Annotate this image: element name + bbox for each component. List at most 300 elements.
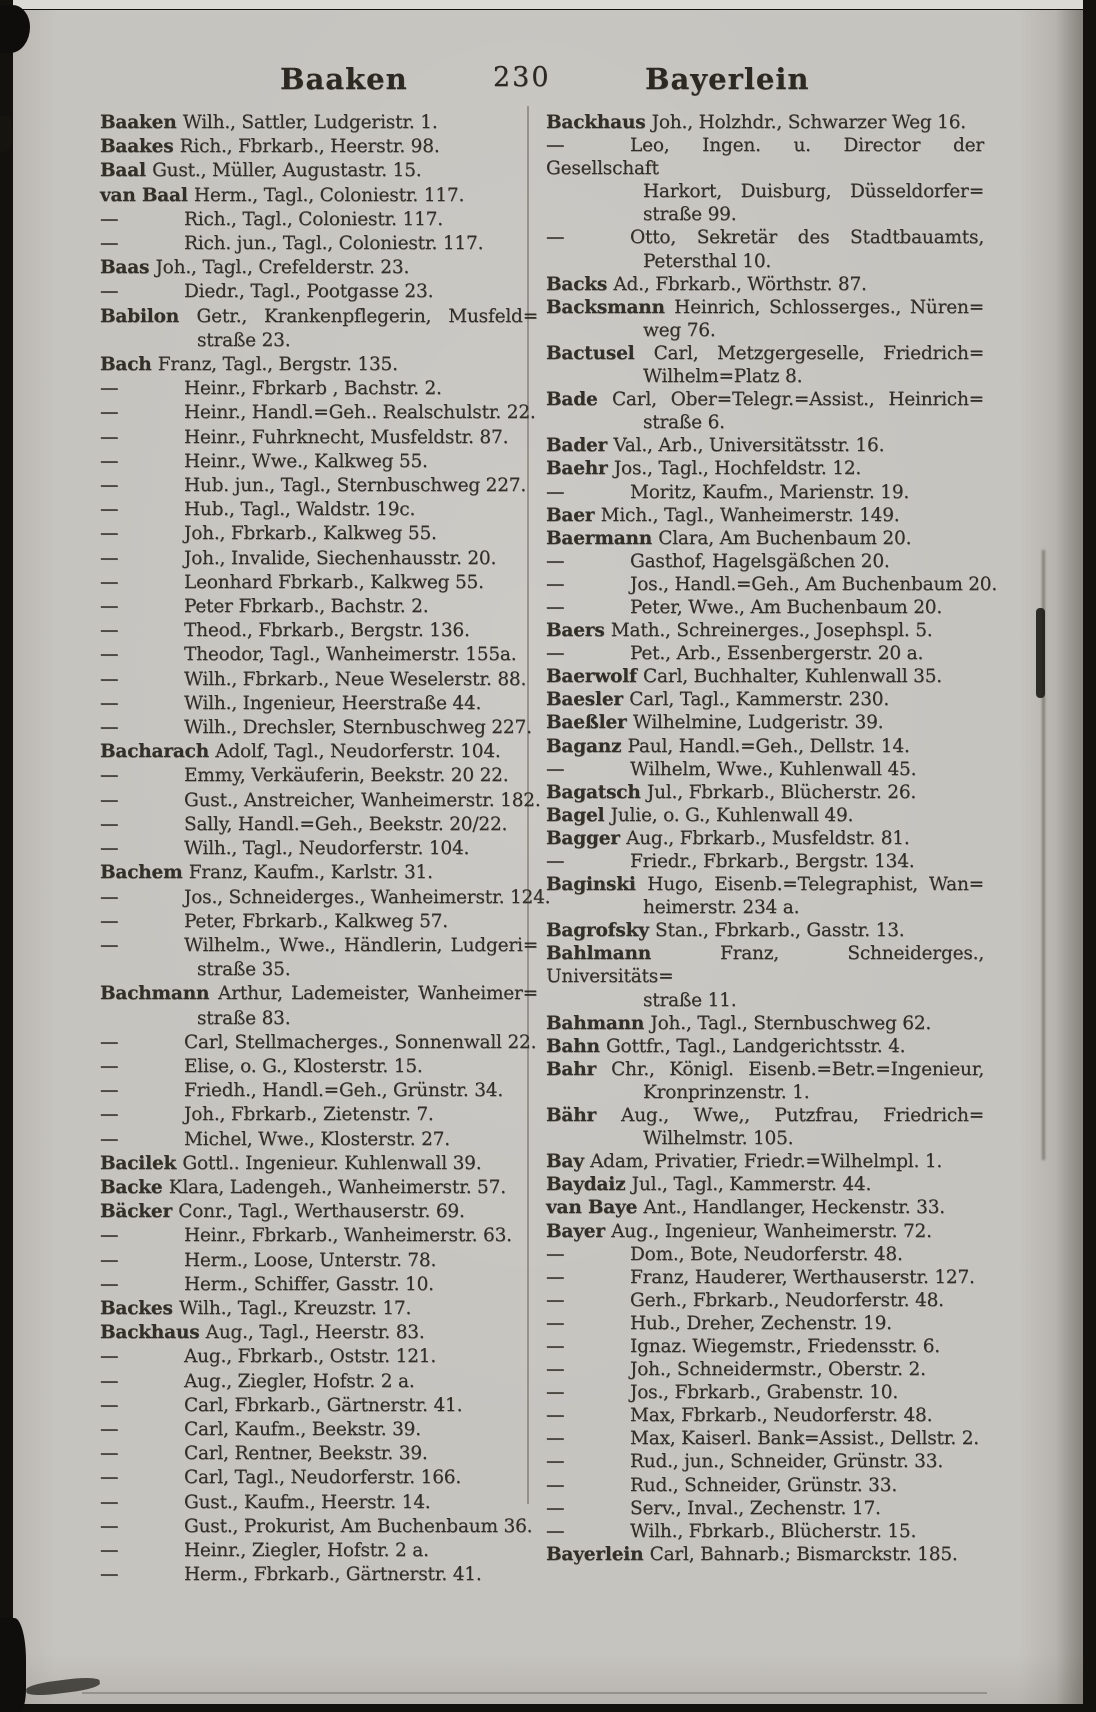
ditto-dash: — bbox=[100, 1031, 119, 1053]
ditto-dash: — bbox=[546, 596, 565, 618]
directory-entry bbox=[100, 619, 538, 643]
surname: Bahmann bbox=[546, 1012, 651, 1034]
entry-line-continuation: straße 6. bbox=[643, 412, 725, 434]
surname: Baesler bbox=[546, 689, 630, 711]
directory-entry bbox=[100, 1370, 538, 1394]
directory-entry bbox=[546, 1427, 984, 1450]
entry-text: Joh., Tagl., Sternbuschweg 62. bbox=[650, 1012, 932, 1034]
entry-line bbox=[100, 1152, 538, 1176]
directory-entry bbox=[546, 273, 984, 296]
entry-text: Rich., Fbrkarb., Heerstr. 98. bbox=[179, 136, 440, 158]
entry-text: Elise, o. G., Klosterstr. 15. bbox=[184, 1055, 423, 1077]
scan-blemish-right bbox=[1036, 608, 1045, 698]
entry-text: Ant., Handlanger, Heckenstr. 33. bbox=[643, 1197, 945, 1219]
entry-text: Wilh., Fbrkarb., Neue Weselerstr. 88. bbox=[184, 668, 527, 690]
surname: Bacilek bbox=[100, 1152, 183, 1174]
ditto-dash: — bbox=[100, 813, 119, 835]
ditto-dash: — bbox=[100, 789, 119, 811]
scan-edge-top bbox=[13, 0, 1083, 9]
entry-line bbox=[100, 256, 538, 280]
directory-entry bbox=[546, 296, 984, 342]
ditto-dash: — bbox=[546, 550, 565, 572]
entry-line bbox=[546, 342, 984, 365]
entry-line bbox=[100, 861, 538, 885]
directory-entry bbox=[100, 886, 551, 910]
entry-line bbox=[100, 1563, 538, 1587]
entry-text: Gust., Prokurist, Am Buchenbaum 36. bbox=[184, 1515, 533, 1537]
ditto-dash: — bbox=[546, 643, 565, 665]
ditto-dash: — bbox=[100, 233, 119, 255]
entry-text: Michel, Wwe., Klosterstr. 27. bbox=[184, 1128, 450, 1150]
surname: Baermann bbox=[546, 527, 659, 549]
directory-entry bbox=[546, 1266, 984, 1289]
entry-text: Serv., Inval., Zechenstr. 17. bbox=[630, 1497, 881, 1519]
entry-text: Heinr., Wwe., Kalkweg 55. bbox=[184, 450, 428, 472]
entry-line bbox=[546, 1243, 984, 1266]
surname: Backes bbox=[100, 1297, 179, 1319]
ditto-dash: — bbox=[100, 668, 119, 690]
entry-text: Hub., Dreher, Zechenstr. 19. bbox=[630, 1312, 892, 1334]
directory-entry bbox=[100, 571, 538, 595]
directory-entry bbox=[546, 1450, 984, 1473]
entry-text: Herm., Loose, Unterstr. 78. bbox=[184, 1249, 437, 1271]
entry-text: Wilh., Fbrkarb., Blücherstr. 15. bbox=[630, 1520, 917, 1542]
ditto-dash: — bbox=[546, 1497, 565, 1519]
entry-text: Julie, o. G., Kuhlenwall 49. bbox=[610, 804, 854, 826]
entry-text: Franz, Schneiderges., Universitäts= bbox=[546, 943, 984, 988]
ditto-dash: — bbox=[100, 620, 119, 642]
entry-line bbox=[546, 781, 984, 804]
entry-text: Aug., Ingenieur, Wanheimerstr. 72. bbox=[611, 1220, 932, 1242]
ditto-dash: — bbox=[100, 1273, 119, 1295]
directory-entry bbox=[546, 342, 984, 388]
ditto-dash: — bbox=[100, 910, 119, 932]
entry-line bbox=[546, 388, 984, 411]
entry-text: Heinrich, Schlosserges., Nüren= bbox=[674, 296, 984, 318]
ditto-dash: — bbox=[100, 426, 119, 448]
directory-entry bbox=[100, 668, 538, 692]
ditto-dash: — bbox=[100, 1370, 119, 1392]
entry-text: Heinr., Fbrkarb , Bachstr. 2. bbox=[184, 378, 442, 400]
entry-line-continuation: straße 35. bbox=[197, 959, 291, 981]
surname: Bahn bbox=[546, 1035, 606, 1057]
entry-text: Diedr., Tagl., Pootgasse 23. bbox=[184, 281, 434, 303]
entry-text: Max, Fbrkarb., Neudorferstr. 48. bbox=[630, 1405, 933, 1427]
ditto-dash: — bbox=[100, 1346, 119, 1368]
directory-entry bbox=[546, 1104, 984, 1150]
entry-text: Paul, Handl.=Geh., Dellstr. 14. bbox=[627, 735, 910, 757]
entry-text: Herm., Fbrkarb., Gärtnerstr. 41. bbox=[184, 1564, 482, 1586]
directory-entry bbox=[100, 934, 538, 982]
directory-entry bbox=[100, 547, 538, 571]
ditto-dash: — bbox=[546, 1335, 565, 1357]
entry-line bbox=[546, 134, 984, 180]
directory-entry bbox=[100, 305, 538, 353]
entry-text: Rich., Tagl., Coloniestr. 117. bbox=[184, 208, 443, 230]
entry-text: Heinr., Fbrkarb., Wanheimerstr. 63. bbox=[184, 1225, 512, 1247]
entry-line bbox=[100, 208, 538, 232]
directory-entry bbox=[100, 1079, 538, 1103]
directory-entry bbox=[100, 1249, 538, 1273]
entry-text: Wilhelm, Wwe., Kuhlenwall 45. bbox=[630, 758, 917, 780]
entry-text: Jul., Fbrkarb., Blücherstr. 26. bbox=[646, 781, 917, 803]
ditto-dash: — bbox=[546, 1474, 565, 1496]
directory-entry bbox=[546, 1520, 984, 1543]
directory-entry bbox=[546, 1474, 984, 1497]
ditto-dash: — bbox=[100, 692, 119, 714]
surname: Bahlmann bbox=[546, 943, 720, 965]
entry-line bbox=[100, 1176, 538, 1200]
entry-line-continuation: straße 99. bbox=[643, 204, 737, 226]
entry-line bbox=[100, 934, 538, 958]
directory-entry bbox=[546, 619, 984, 642]
directory-entry bbox=[100, 159, 538, 183]
page-paper bbox=[13, 10, 1083, 1704]
entry-text: Joh., Fbrkarb., Kalkweg 55. bbox=[184, 523, 437, 545]
entry-line bbox=[546, 527, 984, 550]
entry-text: Jos., Fbrkarb., Grabenstr. 10. bbox=[630, 1382, 899, 1404]
ditto-dash: — bbox=[100, 1467, 119, 1489]
directory-entry bbox=[546, 1404, 984, 1427]
ditto-dash: — bbox=[100, 934, 119, 956]
entry-text: Aug., Fbrkarb., Oststr. 121. bbox=[184, 1346, 437, 1368]
entry-text: Rich. jun., Tagl., Coloniestr. 117. bbox=[184, 233, 484, 255]
directory-entry bbox=[100, 280, 538, 304]
entry-line bbox=[546, 1150, 984, 1173]
ditto-dash: — bbox=[100, 886, 119, 908]
ditto-dash: — bbox=[100, 596, 119, 618]
entry-text: Carl, Tagl., Kammerstr. 230. bbox=[629, 689, 890, 711]
ditto-dash: — bbox=[546, 1428, 565, 1450]
entry-text: Herm., Tagl., Coloniestr. 117. bbox=[193, 184, 465, 206]
entry-text: Friedh., Handl.=Geh., Grünstr. 34. bbox=[184, 1080, 504, 1102]
entry-line bbox=[546, 1196, 984, 1219]
directory-entry bbox=[100, 522, 538, 546]
directory-entry bbox=[546, 1335, 984, 1358]
entry-text: Getr., Krankenpflegerin, Musfeld= bbox=[196, 305, 539, 327]
entry-line bbox=[546, 1381, 984, 1404]
directory-entry bbox=[546, 134, 984, 226]
entry-line bbox=[100, 1103, 538, 1127]
directory-entry bbox=[546, 527, 984, 550]
entry-line bbox=[100, 571, 538, 595]
surname: Backsmann bbox=[546, 296, 675, 318]
directory-entry bbox=[100, 789, 541, 813]
entry-line bbox=[100, 692, 538, 716]
ditto-dash: — bbox=[100, 1249, 119, 1271]
entry-line bbox=[100, 1224, 538, 1248]
entry-text: Carl, Ober=Telegr.=Assist., Heinrich= bbox=[611, 389, 984, 411]
surname: Bachmann bbox=[100, 983, 219, 1005]
directory-entry bbox=[546, 1035, 984, 1058]
surname: Bagger bbox=[546, 827, 627, 849]
directory-column-left bbox=[100, 111, 551, 1587]
entry-text: Klara, Ladengeh., Wanheimerstr. 57. bbox=[168, 1176, 506, 1198]
entry-line bbox=[100, 353, 538, 377]
surname: Baehr bbox=[546, 458, 614, 480]
entry-text: Heinr., Ziegler, Hofstr. 2 a. bbox=[184, 1539, 429, 1561]
entry-line bbox=[546, 827, 984, 850]
ditto-dash: — bbox=[100, 402, 119, 424]
entry-text: Gust., Anstreicher, Wanheimerstr. 182. bbox=[184, 789, 541, 811]
surname: Bagel bbox=[546, 804, 611, 826]
entry-text: Moritz, Kaufm., Marienstr. 19. bbox=[630, 481, 910, 503]
ditto-dash: — bbox=[100, 475, 119, 497]
entry-text: Rud., Schneider, Grünstr. 33. bbox=[630, 1474, 897, 1496]
directory-entry bbox=[546, 735, 984, 758]
entry-line bbox=[546, 1058, 984, 1081]
directory-entry bbox=[546, 1173, 984, 1196]
surname: Bacharach bbox=[100, 741, 216, 763]
surname: Bader bbox=[546, 435, 614, 457]
entry-line bbox=[546, 481, 984, 504]
entry-line bbox=[546, 873, 984, 896]
directory-entry bbox=[100, 837, 538, 861]
entry-line bbox=[100, 474, 538, 498]
entry-text: Stan., Fbrkarb., Gasstr. 13. bbox=[655, 920, 905, 942]
entry-line bbox=[546, 665, 984, 688]
surname: Baas bbox=[100, 257, 156, 279]
entry-text: Wilhelm., Wwe., Händlerin, Ludgeri= bbox=[184, 934, 538, 956]
entry-text: Wilhelmine, Ludgeristr. 39. bbox=[632, 712, 884, 734]
surname: Babilon bbox=[100, 305, 197, 327]
ditto-dash: — bbox=[100, 547, 119, 569]
entry-text: Leonhard Fbrkarb., Kalkweg 55. bbox=[184, 571, 484, 593]
entry-line-continuation: Wilhelm=Platz 8. bbox=[643, 366, 803, 388]
entry-text: Carl, Fbrkarb., Gärtnerstr. 41. bbox=[184, 1394, 463, 1416]
entry-text: Peter, Wwe., Am Buchenbaum 20. bbox=[630, 596, 943, 618]
entry-text: Ignaz. Wiegemstr., Friedensstr. 6. bbox=[630, 1335, 940, 1357]
directory-entry bbox=[100, 643, 538, 667]
entry-text: Hub. jun., Tagl., Sternbuschweg 227. bbox=[184, 475, 527, 497]
directory-entry bbox=[100, 208, 538, 232]
entry-line bbox=[546, 735, 984, 758]
entry-line bbox=[100, 498, 538, 522]
directory-entry bbox=[100, 740, 538, 764]
surname: Backhaus bbox=[100, 1322, 206, 1344]
entry-line-continuation: straße 83. bbox=[197, 1007, 291, 1029]
entry-line bbox=[100, 1055, 538, 1079]
entry-line bbox=[100, 1321, 538, 1345]
entry-line bbox=[546, 1266, 984, 1289]
entry-line bbox=[100, 1249, 538, 1273]
surname: Backs bbox=[546, 273, 614, 295]
entry-line bbox=[546, 504, 984, 527]
surname: Baer bbox=[546, 504, 601, 526]
entry-text: Conr., Tagl., Werthauserstr. 69. bbox=[178, 1201, 465, 1223]
entry-line bbox=[546, 804, 984, 827]
directory-entry bbox=[100, 1031, 538, 1055]
entry-line bbox=[100, 1297, 538, 1321]
entry-text: Peter Fbrkarb., Bachstr. 2. bbox=[184, 596, 429, 618]
header-last-entry-keyword: Bayerlein bbox=[645, 62, 810, 96]
directory-entry bbox=[546, 1150, 984, 1173]
directory-entry bbox=[546, 942, 984, 1011]
entry-line bbox=[546, 1173, 984, 1196]
entry-text: Carl, Kaufm., Beekstr. 39. bbox=[184, 1418, 421, 1440]
entry-line bbox=[100, 716, 538, 740]
entry-line bbox=[100, 740, 538, 764]
directory-entry bbox=[100, 764, 538, 788]
directory-entry bbox=[100, 692, 538, 716]
entry-text: Carl, Tagl., Neudorferstr. 166. bbox=[184, 1467, 462, 1489]
directory-entry bbox=[100, 910, 538, 934]
entry-text: Sally, Handl.=Geh., Beekstr. 20/22. bbox=[184, 813, 508, 835]
entry-text: Herm., Schiffer, Gasstr. 10. bbox=[184, 1273, 434, 1295]
entry-line bbox=[100, 280, 538, 304]
entry-line bbox=[100, 135, 538, 159]
entry-line bbox=[546, 226, 984, 249]
ditto-dash: — bbox=[100, 838, 119, 860]
entry-line bbox=[546, 1289, 984, 1312]
entry-line bbox=[100, 1273, 538, 1297]
entry-line bbox=[546, 434, 984, 457]
entry-line bbox=[546, 296, 984, 319]
entry-line-continuation: straße 11. bbox=[643, 989, 737, 1011]
surname: Bäcker bbox=[100, 1201, 179, 1223]
surname: Backe bbox=[100, 1176, 169, 1198]
directory-entry bbox=[100, 426, 538, 450]
entry-line bbox=[546, 1520, 984, 1543]
scan-blemish-bottom-left bbox=[0, 1618, 26, 1712]
entry-text: Chr., Königl. Eisenb.=Betr.=Ingenieur, bbox=[611, 1058, 985, 1080]
entry-text: Aug., Ziegler, Hofstr. 2 a. bbox=[184, 1370, 415, 1392]
ditto-dash: — bbox=[100, 1443, 119, 1465]
entry-line bbox=[100, 1418, 538, 1442]
entry-line bbox=[546, 942, 984, 988]
directory-entry bbox=[100, 1200, 538, 1224]
ditto-dash: — bbox=[100, 765, 119, 787]
directory-entry bbox=[546, 1196, 984, 1219]
surname: Bade bbox=[546, 389, 612, 411]
directory-entry bbox=[546, 1058, 984, 1104]
entry-text: Hugo, Eisenb.=Telegraphist, Wan= bbox=[647, 874, 984, 896]
entry-text: Max, Kaiserl. Bank=Assist., Dellstr. 2. bbox=[630, 1428, 979, 1450]
page-number: 230 bbox=[493, 62, 551, 93]
entry-text: Rud., jun., Schneider, Grünstr. 33. bbox=[630, 1451, 944, 1473]
entry-text: Math., Schreinerges., Josephspl. 5. bbox=[610, 620, 933, 642]
entry-text: Arthur, Lademeister, Wanheimer= bbox=[218, 983, 538, 1005]
directory-entry bbox=[100, 1273, 538, 1297]
entry-line bbox=[100, 886, 551, 910]
ditto-dash: — bbox=[546, 758, 565, 780]
entry-text: Emmy, Verkäuferin, Beekstr. 20 22. bbox=[184, 765, 509, 787]
surname: Baers bbox=[546, 620, 611, 642]
directory-entry bbox=[100, 1152, 538, 1176]
surname: Bay bbox=[546, 1151, 591, 1173]
directory-entry bbox=[100, 232, 538, 256]
directory-entry bbox=[546, 758, 984, 781]
surname: van Baal bbox=[100, 184, 194, 206]
surname: Bachem bbox=[100, 862, 189, 884]
surname: Bach bbox=[100, 354, 158, 376]
entry-line bbox=[100, 184, 538, 208]
entry-line bbox=[546, 619, 984, 642]
surname: Bahr bbox=[546, 1058, 612, 1080]
entry-text: Wilh., Ingenieur, Heerstraße 44. bbox=[184, 692, 482, 714]
entry-text: Aug., Tagl., Heerstr. 83. bbox=[205, 1322, 425, 1344]
surname: van Baye bbox=[546, 1197, 644, 1219]
entry-line bbox=[100, 159, 538, 183]
entry-text: Carl, Buchhalter, Kuhlenwall 35. bbox=[643, 666, 942, 688]
entry-line bbox=[100, 982, 538, 1006]
surname: Baganz bbox=[546, 735, 628, 757]
directory-entry bbox=[100, 1128, 538, 1152]
entry-line bbox=[100, 401, 538, 425]
directory-entry bbox=[100, 474, 538, 498]
directory-entry bbox=[100, 1491, 538, 1515]
entry-text: Gottl.. Ingenieur. Kuhlenwall 39. bbox=[182, 1152, 482, 1174]
ditto-dash: — bbox=[100, 450, 119, 472]
surname: Bayer bbox=[546, 1220, 612, 1242]
directory-entry bbox=[100, 982, 538, 1030]
directory-entry bbox=[546, 1289, 984, 1312]
ditto-dash: — bbox=[546, 851, 565, 872]
directory-entry bbox=[546, 1012, 984, 1035]
entry-text: Carl, Rentner, Beekstr. 39. bbox=[184, 1443, 428, 1465]
surname: Baerwolf bbox=[546, 666, 644, 688]
ditto-dash: — bbox=[546, 1451, 565, 1473]
directory-entry bbox=[100, 1418, 538, 1442]
entry-text: Heinr., Handl.=Geh.. Realschulstr. 22. bbox=[184, 402, 536, 424]
directory-entry bbox=[100, 861, 538, 885]
entry-line bbox=[100, 668, 538, 692]
ditto-dash: — bbox=[100, 571, 119, 593]
entry-text: Franz, Hauderer, Werthauserstr. 127. bbox=[630, 1266, 975, 1288]
entry-line bbox=[100, 619, 538, 643]
entry-line bbox=[100, 522, 538, 546]
directory-entry bbox=[100, 450, 538, 474]
ditto-dash: — bbox=[100, 1225, 119, 1247]
entry-line bbox=[100, 764, 538, 788]
ditto-dash: — bbox=[100, 523, 119, 545]
entry-line-continuation: heimerstr. 234 a. bbox=[643, 897, 800, 919]
entry-line bbox=[100, 377, 538, 401]
directory-entry bbox=[100, 401, 538, 425]
directory-entry bbox=[546, 434, 984, 457]
directory-entry bbox=[546, 711, 984, 734]
entry-text: Wilh., Sattler, Ludgeristr. 1. bbox=[182, 112, 438, 133]
entry-line bbox=[100, 547, 538, 571]
directory-entry bbox=[546, 1497, 984, 1520]
directory-entry bbox=[546, 804, 984, 827]
directory-entry bbox=[100, 1055, 538, 1079]
ditto-dash: — bbox=[546, 1243, 565, 1265]
ditto-dash: — bbox=[546, 1382, 565, 1404]
directory-entry bbox=[546, 596, 984, 619]
surname: Bagatsch bbox=[546, 781, 647, 803]
directory-entry bbox=[546, 550, 984, 573]
entry-line bbox=[546, 1012, 984, 1035]
surname: Backhaus bbox=[546, 112, 652, 133]
entry-text: Jul., Tagl., Kammerstr. 44. bbox=[631, 1174, 872, 1196]
directory-entry bbox=[546, 873, 984, 919]
directory-entry bbox=[100, 1103, 538, 1127]
entry-text: Gerh., Fbrkarb., Neudorferstr. 48. bbox=[630, 1289, 944, 1311]
surname: Bähr bbox=[546, 1105, 622, 1127]
directory-entry bbox=[100, 813, 538, 837]
entry-line bbox=[100, 910, 538, 934]
entry-line bbox=[100, 1539, 538, 1563]
directory-entry bbox=[546, 688, 984, 711]
header-first-entry-keyword: Baaken bbox=[280, 62, 408, 96]
directory-entry bbox=[546, 481, 984, 504]
directory-entry bbox=[100, 1297, 538, 1321]
entry-line-continuation: Wilhelmstr. 105. bbox=[643, 1128, 794, 1150]
entry-text: Joh., Schneidermstr., Oberstr. 2. bbox=[630, 1359, 926, 1381]
surname: Baginski bbox=[546, 874, 648, 896]
entry-line bbox=[546, 1220, 984, 1243]
